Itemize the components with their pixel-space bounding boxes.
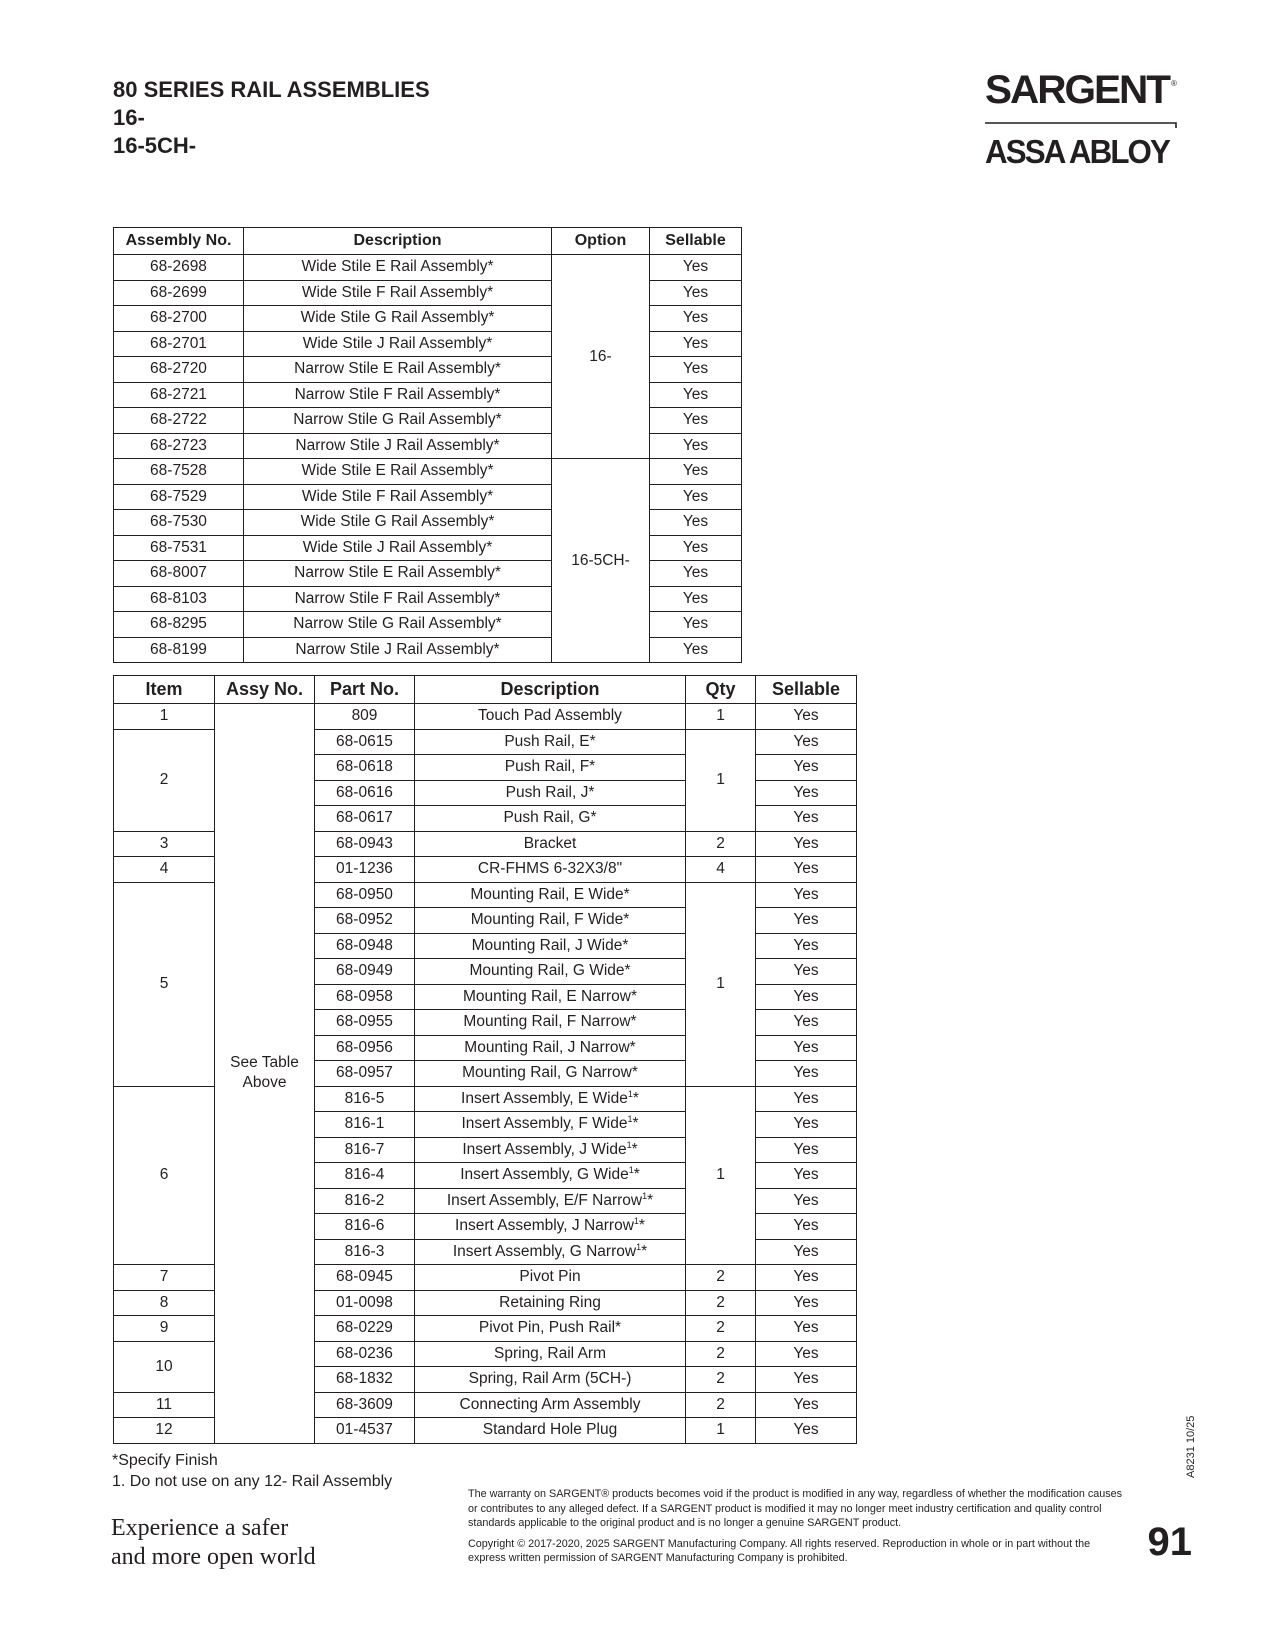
description-text: Insert Assembly, J Wide	[462, 1140, 627, 1158]
part-no-cell: 68-0958	[315, 984, 415, 1010]
item-cell: 7	[114, 1265, 215, 1291]
part-sellable-cell: Yes	[756, 984, 857, 1010]
footnotes	[112, 1450, 392, 1492]
assembly-sellable-cell: Yes	[650, 331, 742, 357]
part-sellable-cell: Yes	[756, 1061, 857, 1087]
assembly-sellable-cell: Yes	[650, 510, 742, 536]
description-text: Standard Hole Plug	[482, 1421, 618, 1439]
finish-marker: *	[638, 1217, 645, 1235]
footnote-marker: 1	[628, 1165, 634, 1176]
assembly-sellable-cell: Yes	[650, 561, 742, 587]
part-no-cell: 816-1	[315, 1112, 415, 1138]
item-cell: 6	[114, 1086, 215, 1265]
tagline-line-2: and more open world	[111, 1544, 316, 1570]
description-text: Push Rail, G*	[503, 809, 597, 827]
description-text: Push Rail, F*	[504, 758, 596, 776]
column-header-description: Description	[244, 228, 552, 255]
assembly-no-cell: 68-7529	[114, 484, 244, 510]
part-sellable-cell: Yes	[756, 1112, 857, 1138]
assembly-no-cell: 68-2701	[114, 331, 244, 357]
part-no-cell: 68-0957	[315, 1061, 415, 1087]
copyright-text: Copyright © 2017-2020, 2025 SARGENT Manufacturing Company. All rights reserved. Reproduction in whole or in part without the express written permission of SARGENT Manufacturing Company is prohibited.	[468, 1537, 1091, 1564]
assembly-description-cell: Narrow Stile G Rail Assembly*	[244, 612, 552, 638]
part-description-cell	[415, 704, 686, 730]
description-text: Mounting Rail, J Wide*	[471, 936, 629, 954]
part-description-cell	[415, 1112, 686, 1138]
description-text: Touch Pad Assembly	[478, 707, 622, 725]
description-text: CR-FHMS 6-32X3/8"	[477, 860, 623, 878]
assembly-no-cell: 68-7528	[114, 459, 244, 485]
sargent-assa-abloy-logo	[985, 66, 1185, 176]
part-no-cell: 816-7	[315, 1137, 415, 1163]
assembly-sellable-cell: Yes	[650, 535, 742, 561]
title-line-1: 80 SERIES RAIL ASSEMBLIES	[113, 77, 430, 102]
part-no-cell: 68-0952	[315, 908, 415, 934]
part-sellable-cell: Yes	[756, 908, 857, 934]
part-description-cell	[415, 1418, 686, 1444]
part-sellable-cell: Yes	[756, 1418, 857, 1444]
assembly-row	[114, 255, 742, 281]
assembly-description-cell: Wide Stile G Rail Assembly*	[244, 306, 552, 332]
title-line-3: 16-5CH-	[113, 133, 197, 158]
item-cell: 11	[114, 1392, 215, 1418]
part-no-cell: 816-5	[315, 1086, 415, 1112]
assy-no-cell: See Table Above	[215, 704, 315, 1444]
logo-parent-text: ASSA ABLOY	[985, 133, 1171, 170]
finish-marker: *	[632, 1115, 639, 1133]
footnote-specify-finish: *Specify Finish	[112, 1452, 218, 1469]
option-cell: 16-	[552, 255, 650, 459]
part-description-cell	[415, 908, 686, 934]
part-sellable-cell: Yes	[756, 1214, 857, 1240]
qty-cell: 2	[686, 1341, 756, 1367]
column-header-option: Option	[552, 228, 650, 255]
part-sellable-cell: Yes	[756, 755, 857, 781]
column-header-assembly-no: Assembly No.	[114, 228, 244, 255]
footnote-marker: 1	[633, 1216, 639, 1227]
part-sellable-cell: Yes	[756, 857, 857, 883]
part-description-cell	[415, 1163, 686, 1189]
description-text: Retaining Ring	[499, 1293, 601, 1311]
part-no-cell: 68-0950	[315, 882, 415, 908]
parts-table-header	[114, 676, 857, 704]
part-description-cell	[415, 1010, 686, 1036]
part-sellable-cell: Yes	[756, 1163, 857, 1189]
description-text: Bracket	[523, 834, 577, 852]
part-no-cell: 816-2	[315, 1188, 415, 1214]
description-text: Connecting Arm Assembly	[459, 1395, 641, 1413]
part-description-cell	[415, 1341, 686, 1367]
column-header-part-description: Description	[415, 676, 686, 704]
assembly-sellable-cell: Yes	[650, 255, 742, 281]
assembly-description-cell: Wide Stile F Rail Assembly*	[244, 484, 552, 510]
part-description-cell	[415, 984, 686, 1010]
item-cell: 3	[114, 831, 215, 857]
assembly-row	[114, 459, 742, 485]
qty-cell: 1	[686, 729, 756, 831]
assembly-no-cell: 68-7530	[114, 510, 244, 536]
parts-table	[113, 675, 857, 1444]
part-sellable-cell: Yes	[756, 933, 857, 959]
description-text: Insert Assembly, E/F Narrow	[446, 1191, 643, 1209]
page-title	[113, 76, 430, 160]
assembly-no-cell: 68-2721	[114, 382, 244, 408]
part-no-cell: 68-0615	[315, 729, 415, 755]
assembly-description-cell: Wide Stile J Rail Assembly*	[244, 331, 552, 357]
column-header-qty: Qty	[686, 676, 756, 704]
assembly-description-cell: Narrow Stile E Rail Assembly*	[244, 357, 552, 383]
assembly-no-cell: 68-8103	[114, 586, 244, 612]
finish-marker: *	[641, 1242, 648, 1260]
legal-notice	[468, 1487, 1128, 1566]
item-cell: 4	[114, 857, 215, 883]
assembly-sellable-cell: Yes	[650, 433, 742, 459]
part-sellable-cell: Yes	[756, 1265, 857, 1291]
footnote-marker: 1	[627, 1114, 633, 1125]
warranty-text: The warranty on SARGENT® products becomes void if the product is modified in any way, regardless of whether the modification causes or contributes to any alleged defect. If a SARGENT product is modified it may no longer meet industry certification and quality control standards applicable to the original product and is no longer a genuine SARGENT product.	[468, 1488, 1123, 1529]
description-text: Insert Assembly, J Narrow	[455, 1217, 634, 1235]
part-description-cell	[415, 755, 686, 781]
part-no-cell: 68-0945	[315, 1265, 415, 1291]
part-description-cell	[415, 1214, 686, 1240]
part-no-cell: 68-0617	[315, 806, 415, 832]
qty-cell: 2	[686, 1392, 756, 1418]
part-no-cell: 68-0229	[315, 1316, 415, 1342]
assembly-no-cell: 68-8295	[114, 612, 244, 638]
title-line-2: 16-	[113, 105, 145, 130]
column-header-part-no: Part No.	[315, 676, 415, 704]
qty-cell: 2	[686, 1265, 756, 1291]
qty-cell: 1	[686, 1418, 756, 1444]
part-sellable-cell: Yes	[756, 1239, 857, 1265]
part-description-cell	[415, 1086, 686, 1112]
assembly-no-cell: 68-2720	[114, 357, 244, 383]
part-no-cell: 68-0948	[315, 933, 415, 959]
item-cell: 12	[114, 1418, 215, 1444]
assembly-sellable-cell: Yes	[650, 382, 742, 408]
description-text: Insert Assembly, E Wide	[461, 1089, 628, 1107]
assembly-description-cell: Narrow Stile J Rail Assembly*	[244, 637, 552, 663]
assembly-sellable-cell: Yes	[650, 408, 742, 434]
qty-cell: 2	[686, 1367, 756, 1393]
description-text: Spring, Rail Arm (5CH-)	[468, 1370, 632, 1388]
assembly-description-cell: Wide Stile F Rail Assembly*	[244, 280, 552, 306]
description-text: Insert Assembly, G Narrow	[452, 1242, 637, 1260]
option-cell: 16-5CH-	[552, 459, 650, 663]
column-header-sellable: Sellable	[650, 228, 742, 255]
part-no-cell: 68-1832	[315, 1367, 415, 1393]
qty-cell: 1	[686, 1086, 756, 1265]
column-header-assy-no: Assy No.	[215, 676, 315, 704]
page-number: 91	[1147, 1520, 1192, 1564]
parts-row	[114, 704, 857, 730]
item-cell: 9	[114, 1316, 215, 1342]
footnote-marker: 1	[642, 1190, 648, 1201]
part-sellable-cell: Yes	[756, 1341, 857, 1367]
assembly-sellable-cell: Yes	[650, 306, 742, 332]
part-description-cell	[415, 1367, 686, 1393]
footnote-marker: 1	[626, 1139, 632, 1150]
description-text: Insert Assembly, F Wide	[461, 1115, 628, 1133]
description-text: Mounting Rail, F Wide*	[470, 911, 630, 929]
part-no-cell: 01-4537	[315, 1418, 415, 1444]
assembly-sellable-cell: Yes	[650, 459, 742, 485]
assembly-no-cell: 68-2700	[114, 306, 244, 332]
assembly-description-cell: Narrow Stile E Rail Assembly*	[244, 561, 552, 587]
tagline	[111, 1514, 316, 1572]
column-header-part-sellable: Sellable	[756, 676, 857, 704]
footnote-marker: 1	[627, 1088, 633, 1099]
assembly-no-cell: 68-8007	[114, 561, 244, 587]
assembly-sellable-cell: Yes	[650, 612, 742, 638]
part-sellable-cell: Yes	[756, 882, 857, 908]
finish-marker: *	[631, 1140, 638, 1158]
part-description-cell	[415, 1239, 686, 1265]
part-description-cell	[415, 1265, 686, 1291]
assembly-no-cell: 68-2698	[114, 255, 244, 281]
assembly-description-cell: Wide Stile E Rail Assembly*	[244, 459, 552, 485]
assembly-description-cell: Wide Stile E Rail Assembly*	[244, 255, 552, 281]
part-no-cell: 68-0956	[315, 1035, 415, 1061]
description-text: Pivot Pin, Push Rail*	[478, 1319, 622, 1337]
part-description-cell	[415, 1316, 686, 1342]
part-no-cell: 809	[315, 704, 415, 730]
description-text: Insert Assembly, G Wide	[460, 1166, 629, 1184]
description-text: Mounting Rail, E Wide*	[470, 885, 630, 903]
description-text: Mounting Rail, E Narrow*	[462, 987, 637, 1005]
part-no-cell: 68-0943	[315, 831, 415, 857]
assembly-no-cell: 68-7531	[114, 535, 244, 561]
part-description-cell	[415, 1035, 686, 1061]
item-cell: 10	[114, 1341, 215, 1392]
qty-cell: 1	[686, 704, 756, 730]
description-text: Mounting Rail, F Narrow*	[463, 1013, 637, 1031]
part-sellable-cell: Yes	[756, 1392, 857, 1418]
assembly-description-cell: Wide Stile J Rail Assembly*	[244, 535, 552, 561]
part-sellable-cell: Yes	[756, 1188, 857, 1214]
column-header-item: Item	[114, 676, 215, 704]
part-description-cell	[415, 780, 686, 806]
part-sellable-cell: Yes	[756, 806, 857, 832]
assembly-sellable-cell: Yes	[650, 280, 742, 306]
tagline-line-1: Experience a safer	[111, 1515, 289, 1541]
item-cell: 1	[114, 704, 215, 730]
qty-cell: 2	[686, 831, 756, 857]
part-description-cell	[415, 933, 686, 959]
part-no-cell: 68-0618	[315, 755, 415, 781]
description-text: Mounting Rail, J Narrow*	[464, 1038, 636, 1056]
assembly-description-cell: Wide Stile G Rail Assembly*	[244, 510, 552, 536]
assembly-sellable-cell: Yes	[650, 484, 742, 510]
logo-registered-mark: ®	[1171, 79, 1177, 88]
part-no-cell: 01-0098	[315, 1290, 415, 1316]
part-sellable-cell: Yes	[756, 704, 857, 730]
part-no-cell: 68-0949	[315, 959, 415, 985]
assembly-description-cell: Narrow Stile F Rail Assembly*	[244, 382, 552, 408]
assembly-no-cell: 68-8199	[114, 637, 244, 663]
finish-marker: *	[632, 1089, 639, 1107]
assembly-description-cell: Narrow Stile J Rail Assembly*	[244, 433, 552, 459]
item-cell: 8	[114, 1290, 215, 1316]
qty-cell: 4	[686, 857, 756, 883]
description-text: Push Rail, E*	[504, 732, 596, 750]
part-description-cell	[415, 959, 686, 985]
document-number: A8231 10/25	[1185, 1415, 1197, 1478]
item-cell: 2	[114, 729, 215, 831]
part-sellable-cell: Yes	[756, 959, 857, 985]
assembly-table	[113, 227, 742, 663]
part-description-cell	[415, 1137, 686, 1163]
part-sellable-cell: Yes	[756, 831, 857, 857]
assembly-sellable-cell: Yes	[650, 586, 742, 612]
assembly-no-cell: 68-2723	[114, 433, 244, 459]
assembly-sellable-cell: Yes	[650, 357, 742, 383]
part-description-cell	[415, 1188, 686, 1214]
assembly-description-cell: Narrow Stile F Rail Assembly*	[244, 586, 552, 612]
part-no-cell: 68-3609	[315, 1392, 415, 1418]
footnote-rail-assembly: 1. Do not use on any 12- Rail Assembly	[112, 1473, 393, 1490]
part-no-cell: 68-0955	[315, 1010, 415, 1036]
assembly-no-cell: 68-2699	[114, 280, 244, 306]
part-sellable-cell: Yes	[756, 1035, 857, 1061]
description-text: Mounting Rail, G Narrow*	[462, 1064, 638, 1082]
part-sellable-cell: Yes	[756, 1086, 857, 1112]
part-description-cell	[415, 1061, 686, 1087]
part-no-cell: 816-4	[315, 1163, 415, 1189]
assembly-sellable-cell: Yes	[650, 637, 742, 663]
item-cell: 5	[114, 882, 215, 1086]
assembly-no-cell: 68-2722	[114, 408, 244, 434]
part-description-cell	[415, 857, 686, 883]
part-no-cell: 816-6	[315, 1214, 415, 1240]
part-description-cell	[415, 1290, 686, 1316]
qty-cell: 1	[686, 882, 756, 1086]
footnote-marker: 1	[636, 1241, 642, 1252]
part-description-cell	[415, 831, 686, 857]
logo-divider-bracket	[985, 118, 1176, 128]
part-description-cell	[415, 882, 686, 908]
part-no-cell: 816-3	[315, 1239, 415, 1265]
finish-marker: *	[647, 1191, 654, 1209]
part-sellable-cell: Yes	[756, 1290, 857, 1316]
description-text: Pivot Pin	[519, 1268, 581, 1286]
part-sellable-cell: Yes	[756, 729, 857, 755]
part-sellable-cell: Yes	[756, 1316, 857, 1342]
part-sellable-cell: Yes	[756, 1367, 857, 1393]
part-sellable-cell: Yes	[756, 780, 857, 806]
part-sellable-cell: Yes	[756, 1137, 857, 1163]
part-description-cell	[415, 729, 686, 755]
part-sellable-cell: Yes	[756, 1010, 857, 1036]
description-text: Push Rail, J*	[505, 783, 595, 801]
finish-marker: *	[633, 1166, 640, 1184]
assembly-description-cell: Narrow Stile G Rail Assembly*	[244, 408, 552, 434]
part-no-cell: 68-0236	[315, 1341, 415, 1367]
part-no-cell: 68-0616	[315, 780, 415, 806]
part-description-cell	[415, 806, 686, 832]
qty-cell: 2	[686, 1316, 756, 1342]
description-text: Mounting Rail, G Wide*	[469, 962, 631, 980]
description-text: Spring, Rail Arm	[494, 1344, 606, 1362]
part-description-cell	[415, 1392, 686, 1418]
logo-brand-text: SARGENT	[985, 68, 1171, 112]
part-no-cell: 01-1236	[315, 857, 415, 883]
assembly-table-header	[114, 228, 742, 255]
qty-cell: 2	[686, 1290, 756, 1316]
